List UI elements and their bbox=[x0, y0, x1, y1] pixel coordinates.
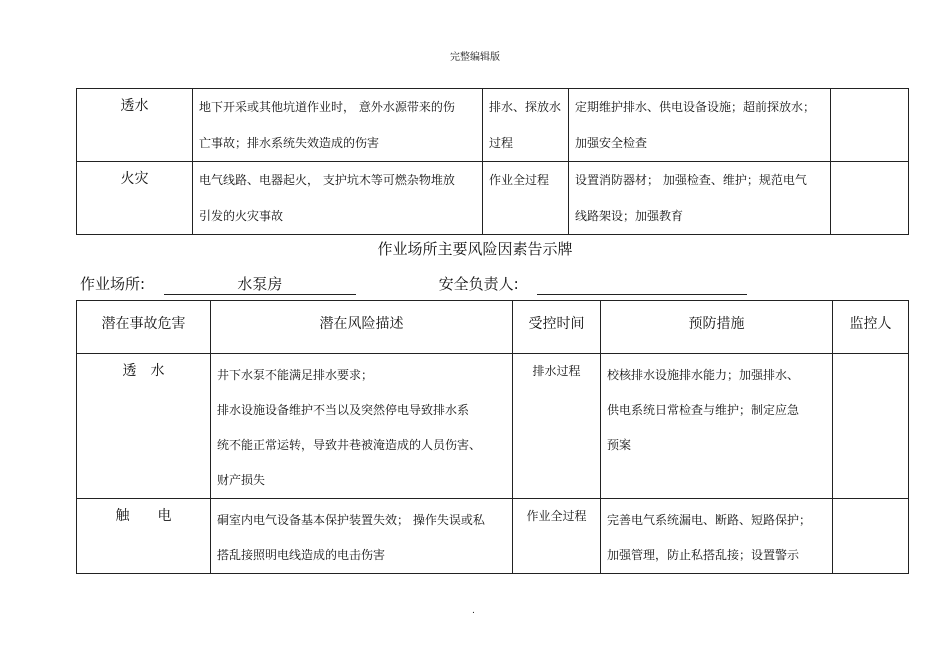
text-line: 搭乱接照明电线造成的电击伤害 bbox=[217, 548, 386, 562]
measures-cell bbox=[601, 354, 833, 499]
risk-desc-cell bbox=[211, 354, 513, 499]
sign-info-line bbox=[80, 273, 747, 295]
text-line: 预案 bbox=[607, 438, 632, 452]
control-time-cell bbox=[513, 499, 601, 574]
text-line: 设置消防器材； 加强检查、维护；规范电气 bbox=[575, 173, 807, 187]
text-line: 排水设施设备维护不当以及突然停电导致排水系 bbox=[217, 403, 470, 417]
risk-table-continued bbox=[76, 88, 909, 235]
text-line: 统不能正常运转，导致井巷被淹造成的人员伤害、 bbox=[217, 438, 482, 452]
hazard-cell: 触 电 bbox=[77, 499, 211, 574]
table-row bbox=[77, 499, 909, 574]
control-time-cell bbox=[483, 89, 569, 162]
text-line: 加强管理，防止私搭乱接；设置警示 bbox=[607, 548, 800, 562]
sign-title: 作业场所主要风险因素告示牌 bbox=[377, 240, 573, 258]
table-row bbox=[77, 89, 909, 162]
risk-desc-cell bbox=[211, 499, 513, 574]
text-line: 线路架设；加强教育 bbox=[575, 209, 684, 223]
hazard-cell: 火灾 bbox=[77, 162, 193, 235]
column-header: 受控时间 bbox=[513, 301, 601, 354]
text-line: 财产损失 bbox=[217, 473, 266, 487]
text-line: 定期维护排水、供电设备设施；超前探放水； bbox=[575, 100, 816, 114]
hazard-cell: 透水 bbox=[77, 89, 193, 162]
risk-desc-cell bbox=[193, 162, 483, 235]
safety-officer-label: 安全负责人: bbox=[438, 275, 519, 293]
text-line: 电气线路、电器起火， 支护坑木等可燃杂物堆放 bbox=[199, 173, 455, 187]
table-header-row bbox=[77, 301, 909, 354]
monitor-cell bbox=[831, 162, 909, 235]
monitor-cell bbox=[831, 89, 909, 162]
measures-cell bbox=[569, 162, 831, 235]
text-line: 作业全过程 bbox=[489, 173, 550, 187]
text-line: 作业全过程 bbox=[526, 509, 587, 523]
column-header: 潜在风险描述 bbox=[211, 301, 513, 354]
site-value: 水泵房 bbox=[164, 273, 356, 295]
text-line: 排水过程 bbox=[532, 364, 581, 378]
text-line: 亡事故；排水系统失效造成的伤害 bbox=[199, 136, 380, 150]
table-row bbox=[77, 162, 909, 235]
text-line: 排水、探放水 bbox=[489, 100, 562, 114]
table-row bbox=[77, 354, 909, 499]
text-line: 校核排水设施排水能力；加强排水、 bbox=[607, 368, 800, 382]
hazard-cell: 透 水 bbox=[77, 354, 211, 499]
safety-officer-value bbox=[537, 276, 747, 295]
risk-desc-cell bbox=[193, 89, 483, 162]
text-line: 加强安全检查 bbox=[575, 136, 648, 150]
control-time-cell bbox=[513, 354, 601, 499]
page-footer-mark: . bbox=[472, 606, 475, 616]
text-line: 完善电气系统漏电、断路、短路保护； bbox=[607, 513, 812, 527]
control-time-cell bbox=[483, 162, 569, 235]
text-line: 供电系统日常检查与维护；制定应急 bbox=[607, 403, 800, 417]
monitor-cell bbox=[833, 354, 909, 499]
column-header: 预防措施 bbox=[601, 301, 833, 354]
text-line: 井下水泵不能满足排水要求； bbox=[217, 368, 374, 382]
measures-cell bbox=[569, 89, 831, 162]
site-label: 作业场所: bbox=[80, 275, 146, 293]
text-line: 硐室内电气设备基本保护装置失效； 操作失误或私 bbox=[217, 513, 485, 527]
text-line: 过程 bbox=[489, 136, 514, 150]
risk-sign-table bbox=[76, 300, 909, 574]
monitor-cell bbox=[833, 499, 909, 574]
text-line: 引发的火灾事故 bbox=[199, 209, 284, 223]
measures-cell bbox=[601, 499, 833, 574]
text-line: 地下开采或其他坑道作业时， 意外水源带来的伤 bbox=[199, 100, 455, 114]
page-header: 完整编辑版 bbox=[450, 52, 500, 63]
column-header: 潜在事故危害 bbox=[77, 301, 211, 354]
column-header: 监控人 bbox=[833, 301, 909, 354]
